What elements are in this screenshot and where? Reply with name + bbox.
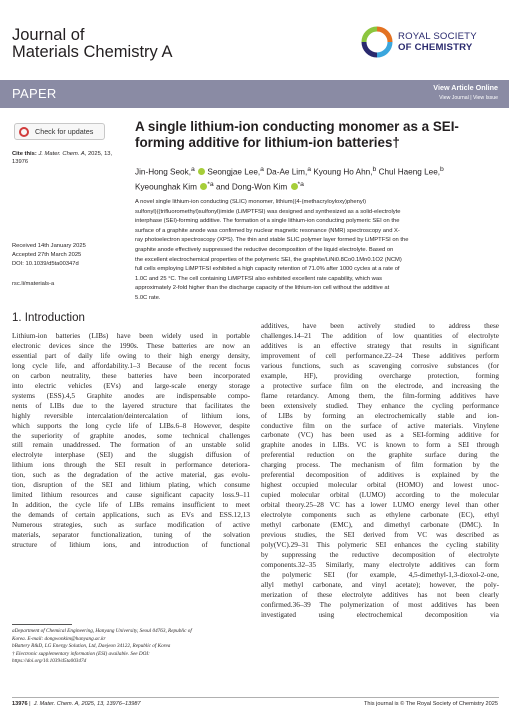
rsc-ring-icon	[361, 26, 393, 58]
body-text-line: electronic devices since the 1990s. These batteries are now an	[12, 341, 250, 350]
body-text-line: investigated using electrochemical decomposition via	[261, 610, 499, 619]
section-heading-introduction: 1. Introduction	[12, 312, 85, 324]
body-text-line: improvement of cell performance.22–24 These additives perform	[261, 351, 499, 360]
body-text-line: cupied molecular orbital (LUMO) according to the molecular	[261, 491, 499, 500]
footnote-line: aDepartment of Chemical Engineering, Hanyang University, Seoul 04763, Republic of	[12, 628, 192, 634]
orcid-icon[interactable]	[291, 183, 298, 190]
view-article-online-link[interactable]: View Article Online	[433, 83, 498, 92]
body-text-line: previous studies, the SEI derived from VC was described as	[261, 531, 499, 540]
cite-details: 2025, 13,	[87, 151, 113, 157]
footnote-divider	[12, 624, 72, 625]
body-text-line: confirmed.36–39 The polymerization of most additives has been	[261, 600, 499, 609]
footnote-line: https://doi.org/10.1039/d5ta00347d	[12, 658, 87, 665]
rsc-logo	[361, 26, 501, 62]
body-text-line: structure of lithium ions, and introduction of functional	[12, 541, 250, 550]
footer-copyright: This journal is © The Royal Society of Chemistry 2025	[364, 701, 498, 707]
body-text-line: still remain unaddressed. The formation of an unstable solid	[12, 441, 250, 450]
journal-title	[12, 27, 172, 61]
body-text-line: the demands of certain applications, such as EVs and ESS.12,13	[12, 511, 250, 520]
body-text-line: electrolyte components such as ethylene carbonate (EC), ethyl	[261, 511, 499, 520]
abstract-line: ray photoelectron spectroscopy (XPS). The thin and stable SLIC polymer layer formed by LiMPTFSI on the	[135, 237, 409, 244]
body-text-line: tion, such as the degradation of the active material, gas evolu-	[12, 471, 250, 480]
body-text-line: challenges.14–21 The addition of low quantities of electrolyte	[261, 331, 499, 340]
check-for-updates-button[interactable]	[14, 123, 105, 140]
body-text-line: poly(VC).29–31 This polymeric SEI enhances the cycling stability	[261, 540, 499, 549]
citation-info	[12, 150, 127, 166]
body-text-line: example, HF), providing overcharge protection, forming	[261, 371, 499, 380]
view-journal-issue-links[interactable]: View Journal | View Issue	[439, 95, 498, 101]
abstract-line: surface of a graphite anode was confirmed by nuclear magnetic resonance (NMR) spectroscopy and X-	[135, 227, 400, 234]
body-text-line: lithium ions through the SEI result in performance deteriora-	[12, 461, 250, 470]
body-text-line: electrolyte interphase (SEI) and the sluggish diffusion of	[12, 451, 250, 460]
body-text-line: systems (ESS).4,5 Graphite anodes are indispensable compo-	[12, 391, 250, 400]
footnote-line: † Electronic supplementary information (ESI) available. See DOI:	[12, 650, 150, 657]
body-column-left	[12, 332, 250, 551]
article-type-label: PAPER	[12, 86, 57, 101]
rsc-line1: ROYAL SOCIETY	[398, 31, 477, 42]
author-line-1: Jin-Hong Seok,$^a$ Seongjae Lee,$^a$ Da-Ae Lim,$^a$ Kyoung Ho Ahn,$^b$ Chul Haeng Lee,$^b$	[135, 166, 444, 177]
body-text-line: materials, separator functionalization, tuning of the solvation	[12, 531, 250, 540]
journal-short-link[interactable]: rsc.li/materials-a	[12, 281, 55, 287]
footnotes	[12, 628, 250, 666]
body-text-line: In addition, the cycle life of LIBs remains insufficient to meet	[12, 501, 250, 510]
body-text-line: nents of LIBs due to the layered structure that facilitates the	[12, 401, 250, 410]
abstract-line: 1.0C and 25 °C. The cell containing LiMPTFSI also exhibited excellent rate capability, which was	[135, 275, 382, 282]
body-text-line: long cycle life, and affordability.1–3 Because of the recent focus	[12, 361, 250, 370]
body-text-line: of LIBs by forming an electrochemically stable and ion-	[261, 411, 499, 420]
received-date: Received 14th January 2025	[12, 243, 86, 249]
rsc-line2: OF CHEMISTRY	[398, 41, 473, 53]
cite-journal: J. Mater. Chem. A,	[38, 151, 87, 157]
crossmark-icon	[19, 127, 29, 137]
body-text-line: on carbon neutrality, these batteries have been incorporated	[12, 371, 250, 380]
body-text-line: graphite anodes in LIBs. VC is known to form a SEI through	[261, 441, 499, 450]
check-for-updates-label: Check for updates	[35, 127, 94, 136]
body-text-line: into electric vehicles (EVs) and large-scale energy storage	[12, 381, 250, 390]
abstract	[135, 198, 499, 304]
abstract-line: A novel single lithium-ion conducting (SLIC) monomer, lithium((4-(methacryloyloxy)phenyl)	[135, 199, 367, 205]
author-line-2: Kyeounghak Kim $^{*a}$ and Dong-Won Kim $^{*a}$	[135, 180, 304, 192]
rsc-wordmark	[398, 32, 477, 53]
cite-label: Cite this:	[12, 151, 37, 157]
abstract-line: the excellent electrochemical properties of the polymeric SEI, the graphite/LiNi0.8Co0.1Mn0.1O2 (NCM)	[135, 256, 402, 263]
body-text-line: methyl carbonate (EMC), and dimethyl carbonate (DMC). In	[261, 521, 499, 530]
body-text-line: the superiority of graphite anodes, some technical challenges	[12, 431, 250, 440]
footer-citation: 13976 | J. Mater. Chem. A, 2025, 13, 13976–13987	[12, 701, 141, 707]
body-text-line: a protective surface film on the electrode, and increasing the	[261, 381, 499, 390]
abstract-line: approximately 2-fold higher than the discharge capacity of the lithium-ion cell without the additive at	[135, 285, 390, 292]
abstract-line: graphite anode effectively suppressed the reductive decomposition of the liquid electrolyte. Based on	[135, 246, 394, 253]
abstract-line: sulfonyl)((trifluoromethyl)sulfonyl)imide (LiMPTFSI) was designed and synthesized as a solid-electrolyte	[135, 208, 401, 215]
body-text-line: Numerous strategies, such as surface modification of active	[12, 521, 250, 530]
body-text-line: additives is an effective strategy that results in significant	[261, 341, 499, 350]
abstract-line: interphase (SEI)-forming additive. The formation of a single lithium-ion conducting polymeric SEI on the	[135, 218, 400, 225]
article-dates	[12, 242, 127, 268]
article-title: A single lithium-ion conducting monomer as a SEI-forming additive for lithium-ion batteries†	[135, 119, 459, 150]
article-type-banner	[0, 80, 509, 108]
body-text-line: allyl methyl carbonate, and vinyl acetate); however, the poly-	[261, 580, 499, 589]
abstract-line: full cells employing LiMPTFSI exhibited a high capacity retention of 71.0% after 1000 cycles at a rate of	[135, 266, 400, 273]
body-text-line: limited lithium resources and cause significant capacity loss.9–11	[12, 491, 250, 500]
accepted-date: Accepted 27th March 2025	[12, 251, 82, 258]
body-text-line: highly reversible intercalation/deintercalation of lithium ions,	[12, 411, 250, 420]
abstract-line: 5.0C rate.	[135, 294, 161, 301]
footer-journal-ref: J. Mater. Chem. A, 2025, 13, 13976–13987	[33, 701, 141, 707]
footnote-line: bBattery R&D, LG Energy Solution, Ltd, Daejeon 34122, Republic of Korea	[12, 643, 171, 650]
body-text-line: highest occupied molecular orbital (HOMO) and lowest unoc-	[261, 481, 499, 490]
footer-page-number: 13976	[12, 701, 28, 707]
body-text-line: conductive film on the surface of active materials. Vinylene	[261, 421, 499, 430]
journal-title-line1: Journal of	[12, 26, 85, 44]
body-text-line: tion, disruption of the SEI and lithium plating, which consume	[12, 481, 250, 490]
doi[interactable]: DOI: 10.1039/d5ta00347d	[12, 260, 79, 267]
body-text-line: essential part of daily life owing to their high energy density,	[12, 351, 250, 360]
footnote-line: Korea. E-mail: dongwonkim@hanyang.ac.kr	[12, 635, 106, 642]
body-text-line: Lithium-ion batteries (LIBs) have been widely used in portable	[12, 332, 250, 340]
body-text-line: charging process. The mechanism of film formation by the	[261, 461, 499, 470]
body-text-line: been extensively studied. They enhance the cycling performance	[261, 401, 499, 410]
body-text-line: flame retardancy. Among them, the film-forming additives have	[261, 391, 499, 400]
body-text-line: preferential decomposition of additives is explained by the	[261, 471, 499, 480]
body-text-line: additives, have been actively studied to address these	[261, 322, 499, 330]
body-text-line: merization of these electrolyte additives has not been clearly	[261, 590, 499, 599]
body-text-line: carbonate (VC) has been used as a SEI-forming additive for	[261, 431, 499, 440]
body-text-line: components.32–35 Similarly, many electrolyte additives can form	[261, 560, 499, 569]
body-text-line: the polymeric SEI (for example, 4,5-dimethyl-1,3-dioxol-2-one,	[261, 570, 499, 579]
orcid-icon[interactable]	[198, 168, 205, 175]
body-text-line: preferential reduction on the graphite surface during the	[261, 451, 499, 460]
body-text-line: various functions, such as scavenging corrosive substances (for	[261, 361, 499, 370]
body-column-right	[261, 322, 499, 621]
journal-title-line2: Materials Chemistry A	[12, 43, 173, 61]
body-text-line: which supports the long cycle life of LIBs.6–8 However, despite	[12, 421, 250, 430]
cite-page: 13976	[12, 159, 29, 165]
body-text-line: by suppressing the reductive decomposition of electrolyte	[261, 550, 499, 559]
body-text-line: orbital theory.25–28 VC has a lower LUMO energy level than other	[261, 501, 499, 510]
author-list	[135, 164, 499, 193]
footer-divider	[12, 697, 499, 698]
